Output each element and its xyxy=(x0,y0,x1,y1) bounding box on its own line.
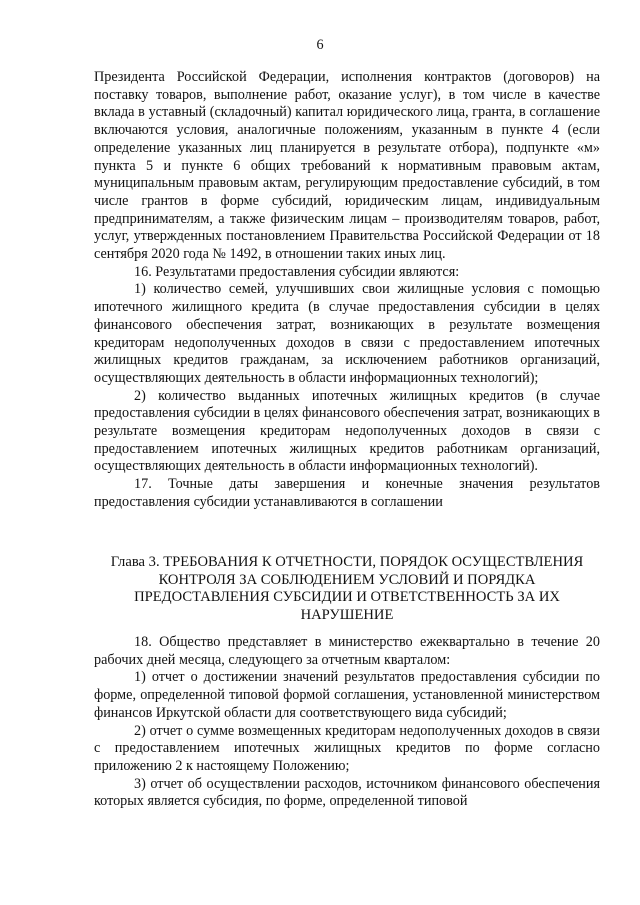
paragraph-18-2: 2) отчет о сумме возмещенных кредиторам недополученных доходов в связи с предоставлением ипотечных жилищных кредитов по форме согласно приложению 2 к настоящему Положению; xyxy=(94,722,600,774)
paragraph-18: 18. Общество представляет в министерство ежеквартально в течение 20 рабочих дней месяца, следующего за отчетным кварталом: xyxy=(94,634,600,668)
paragraph-18-3: 3) отчет об осуществлении расходов, источником финансового обеспечения которых является субсидия, по форме, определенной типовой xyxy=(94,775,600,810)
paragraph-16-2: 2) количество выданных ипотечных жилищных кредитов (в случае предоставления субсидии в целях финансового обеспечения затрат, возникающих в результате возмещения кредиторам недополученных доходов в связи с предоставлением ипотечных жилищных кредитов работникам организаций, осуществляющих деятельность в области информационных технологий). xyxy=(94,387,600,475)
body-text-top xyxy=(94,69,600,512)
paragraph-18-1: 1) отчет о достижении значений результатов предоставления субсидии по форме, определенной типовой формой соглашения, установленной министерством финансов Иркутской области для соответствующего вида субсидий; xyxy=(94,669,600,721)
paragraph-17: 17. Точные даты завершения и конечные значения результатов предоставления субсидии устанавливаются в соглашении xyxy=(94,476,600,510)
chapter-heading-line: КОНТРОЛЯ ЗА СОБЛЮДЕНИЕМ УСЛОВИЙ И ПОРЯДКА xyxy=(158,571,536,588)
chapter-heading-line: ПРЕДОСТАВЛЕНИЯ СУБСИДИИ И ОТВЕТСТВЕННОСТЬ ЗА ИХ xyxy=(134,589,560,606)
chapter-heading xyxy=(94,554,600,625)
body-text-bottom xyxy=(94,634,600,811)
paragraph-continuation: Президента Российской Федерации, исполнения контрактов (договоров) на поставку товаров, выполнение работ, оказание услуг), в том числе в качестве вклада в уставный (складочный) капитал юридического лица, гранта, в соглашение включаются условия, аналогичные положениям, указанным в пункте 4 (если определение указанных лиц планируется в результате отбора), подпункте «м» пункта 5 и пункте 6 общих требований к нормативным правовым актам, муниципальным правовым актам, регулирующим предоставление субсидий, в том числе грантов в форме субсидий, юридическим лицам, индивидуальным предпринимателям, а также физическим лицам – производителям товаров, работ, услуг, утвержденных постановлением Правительства Российской Федерации от 18 сентября 2020 года № 1492, в отношении таких иных лиц. xyxy=(94,69,600,263)
chapter-heading-line: Глава 3. ТРЕБОВАНИЯ К ОТЧЕТНОСТИ, ПОРЯДОК ОСУЩЕСТВЛЕНИЯ xyxy=(110,554,584,570)
page-number: 6 xyxy=(316,37,324,53)
paragraph-16: 16. Результатами предоставления субсидии являются: xyxy=(134,263,460,280)
paragraph-16-1: 1) количество семей, улучшивших свои жилищные условия с помощью ипотечного жилищного кредита (в случае предоставления субсидии в целях финансового обеспечения затрат, возникающих в результате возмещения кредиторам недополученных доходов в связи с предоставлением ипотечных жилищных кредитов гражданам, за исключением работников организаций, осуществляющих деятельность в области информационных технологий); xyxy=(94,281,600,386)
chapter-heading-line: НАРУШЕНИЕ xyxy=(300,607,394,624)
